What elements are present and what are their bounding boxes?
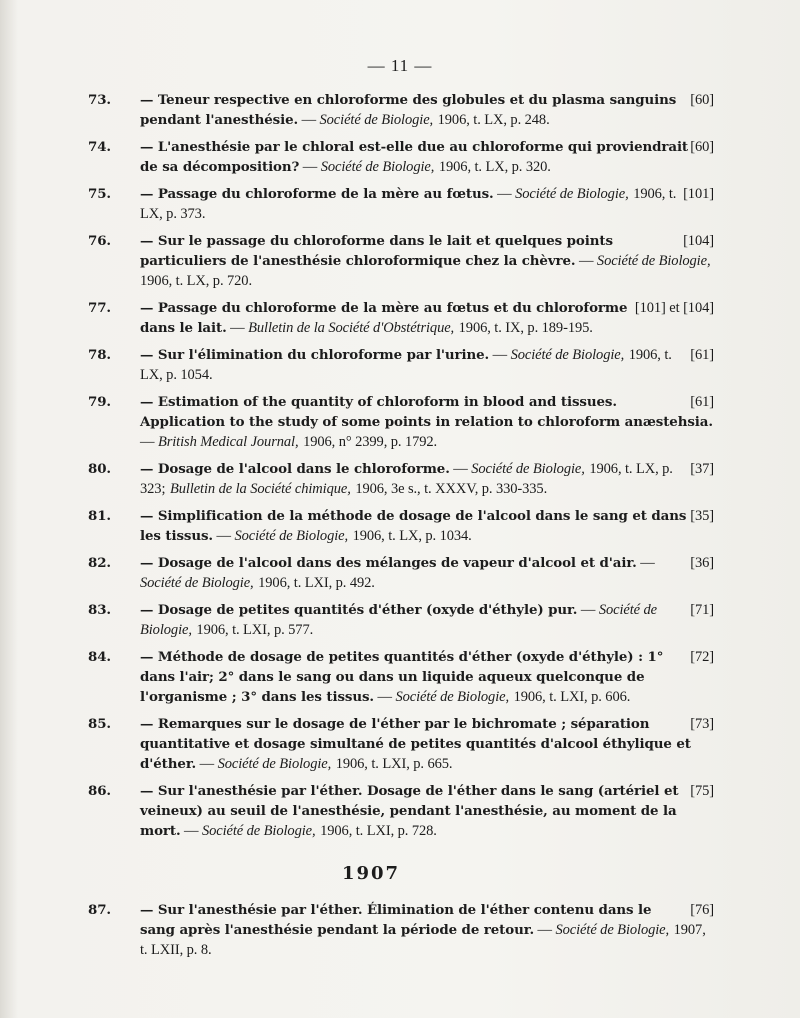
entry-reference: [71] (690, 602, 714, 618)
entry-source: Société de Biologie, (320, 159, 435, 175)
entry-dash: — (140, 555, 158, 571)
entry-separator: — (534, 922, 556, 938)
entry-separator: — (577, 602, 599, 618)
entry-source: Société de Biologie, (319, 112, 434, 128)
entry-dash: — (140, 92, 158, 108)
entry-dash: — (140, 394, 158, 410)
entry-dash: — (140, 186, 158, 202)
entry-details: 1906, t. LX, p. 320. (438, 159, 551, 175)
entry-source: British Medical Journal, (157, 434, 299, 450)
entry-reference: [36] (690, 555, 714, 571)
entry-source: Société de Biologie, (510, 347, 625, 363)
entry-number: 76. (88, 233, 111, 249)
year-heading: 1907 (341, 863, 401, 884)
bibliography-entry (88, 506, 714, 546)
entry-reference: [101] et [104] (634, 300, 714, 316)
entry-reference: [72] (690, 649, 714, 665)
entry-title: Sur l'anesthésie par l'éther. Élimination de l'éther contenu dans le sang après l'anesthésie pendant la période de retour. (140, 902, 652, 938)
entry-reference: [75] (690, 783, 714, 799)
entry-reference: [37] (690, 461, 714, 477)
entry-number: 78. (88, 347, 111, 363)
entry-title: Sur le passage du chloroforme dans le lait et quelques points particuliers de l'anesthésie chloroformique chez la chèvre. (140, 233, 613, 269)
entry-dash: — (140, 347, 158, 363)
entry-separator: — (196, 756, 218, 772)
bibliography-entry (88, 298, 714, 338)
entry-source: Société de Biologie, (140, 602, 657, 638)
entry-dash: — (140, 139, 158, 155)
entry-source: Société de Biologie, (201, 823, 316, 839)
bibliography-entry (88, 600, 714, 640)
entry-reference: [76] (690, 902, 714, 918)
entry-separator: — (493, 186, 516, 202)
entry-number: 79. (88, 394, 111, 410)
entry-dash: — (140, 902, 158, 918)
entry-number: 83. (88, 602, 111, 618)
entry-number: 74. (88, 139, 111, 155)
entry-details: 1906, t. LX, p. 1034. (352, 528, 472, 544)
entry-source: Bulletin de la Société d'Obstétrique, (248, 320, 455, 336)
entry-details: 1906, t. LX, p. 248. (437, 112, 550, 128)
entry-dash: — (140, 602, 158, 618)
entry-source: Société de Biologie, (515, 186, 629, 202)
entry-source: Société de Biologie, (395, 689, 509, 705)
entry-number: 87. (88, 902, 111, 918)
entry-number: 75. (88, 186, 111, 202)
entry-details: 1906, t. LXI, p. 606. (513, 689, 631, 705)
entry-separator: — (226, 320, 249, 336)
entry-number: 82. (88, 555, 111, 571)
entry-details: 1906, t. LXI, p. 728. (320, 823, 437, 839)
entry-reference: [60] (690, 139, 714, 155)
entry-reference: [101] (683, 186, 714, 202)
entry-details-2: 1906, 3e s., t. XXXV, p. 330-335. (355, 481, 548, 497)
entry-source-2: Bulletin de la Société chimique, (169, 481, 351, 497)
entry-title: L'anesthésie par le chloral est-elle due au chloroforme qui proviendrait de sa décomposition? (140, 139, 689, 175)
entry-details: 1906, t. LX, p. 323; (140, 461, 673, 497)
entry-source: Société de Biologie, (234, 528, 349, 544)
entry-dash: — (140, 461, 158, 477)
entry-title: Simplification de la méthode de dosage de l'alcool dans le sang et dans les tissus. (140, 508, 687, 544)
entry-reference: [61] (690, 394, 714, 410)
entry-details: 1906, n° 2399, p. 1792. (303, 434, 438, 450)
entry-dash: — (140, 649, 158, 665)
entry-details: 1907, t. LXII, p. 8. (140, 922, 706, 958)
entry-reference: [60] (690, 92, 714, 108)
entry-reference: [73] (690, 716, 714, 732)
entry-title: Dosage de l'alcool dans des mélanges de vapeur d'alcool et d'air. (157, 555, 637, 571)
entry-separator: — (213, 528, 235, 544)
entry-details: 1906, t. LX, p. 373. (140, 186, 677, 222)
entry-title: Estimation of the quantity of chloroform in blood and tissues. Application to the study of some points in relation to chloroform anæstehsia. (140, 394, 713, 430)
entry-number: 73. (88, 92, 111, 108)
entry-dash: — (140, 508, 158, 524)
entry-source: Société de Biologie, (471, 461, 585, 477)
bibliography-entry (88, 900, 714, 960)
bibliography-entry (88, 781, 714, 841)
entry-details: 1906, t. LX, p. 1054. (140, 347, 672, 383)
entry-title: Sur l'anesthésie par l'éther. Dosage de l'éther dans le sang (artériel et veineux) au seuil de l'anesthésie, pendant l'anesthésie, au moment de la mort. (140, 783, 679, 839)
bibliography-entry (88, 459, 714, 499)
entry-details: 1906, t. IX, p. 189-195. (458, 320, 593, 336)
bibliography-entry (88, 345, 714, 385)
entry-separator: — (575, 253, 597, 269)
entry-source: Société de Biologie, (217, 756, 332, 772)
entry-dash: — (140, 716, 158, 732)
entries-1906 (88, 90, 714, 841)
entry-reference: [61] (690, 347, 714, 363)
entry-title: Teneur respective en chloroforme des globules et du plasma sanguins pendant l'anesthésie. (140, 92, 677, 128)
entries-1907 (88, 900, 714, 960)
entry-number: 77. (88, 300, 111, 316)
entry-source: Société de Biologie, (596, 253, 711, 269)
entry-dash: — (140, 783, 158, 799)
bibliography-list (88, 90, 714, 967)
entry-number: 80. (88, 461, 111, 477)
bibliography-entry (88, 90, 714, 130)
entry-number: 85. (88, 716, 111, 732)
entry-number: 86. (88, 783, 111, 799)
entry-separator: — (636, 555, 655, 571)
entry-title: Remarques sur le dosage de l'éther par le bichromate ; séparation quantitative et dosage simultané de petites quantités d'alcool éthylique et d'éther. (140, 716, 691, 772)
bibliography-entry (88, 184, 714, 224)
entry-separator: — (373, 689, 396, 705)
entry-dash: — (140, 233, 158, 249)
entry-details: 1906, t. LXI, p. 492. (258, 575, 375, 591)
bibliography-entry (88, 714, 714, 774)
bibliography-entry (88, 137, 714, 177)
entry-reference: [104] (683, 233, 714, 249)
entry-details: 1906, t. LX, p. 720. (140, 273, 252, 289)
entry-source: Société de Biologie, (140, 575, 254, 591)
entry-separator: — (298, 112, 320, 128)
entry-separator: — (489, 347, 511, 363)
entry-title: Passage du chloroforme de la mère au fœtus et du chloroforme dans le lait. (140, 300, 628, 336)
page-number: — 11 — (367, 56, 433, 75)
entry-details: 1906, t. LXI, p. 577. (196, 622, 314, 638)
entry-dash: — (140, 300, 158, 316)
entry-separator: — (449, 461, 472, 477)
entry-title: Dosage de l'alcool dans le chloroforme. (157, 461, 450, 477)
bibliography-entry (88, 647, 714, 707)
entry-source: Société de Biologie, (555, 922, 670, 938)
bibliography-entry (88, 553, 714, 593)
entry-separator: — (299, 159, 321, 175)
entry-title: Méthode de dosage de petites quantités d'éther (oxyde d'éthyle) : 1° dans l'air; 2° dans le sang ou dans un liquide aqueux quelconque de l'organisme ; 3° dans les tissus. (140, 649, 664, 705)
entry-number: 81. (88, 508, 111, 524)
entry-title: Sur l'élimination du chloroforme par l'urine. (157, 347, 490, 363)
entry-separator: — (140, 434, 158, 450)
entry-reference: [35] (690, 508, 714, 524)
entry-number: 84. (88, 649, 111, 665)
bibliography-entry (88, 231, 714, 291)
entry-title: Dosage de petites quantités d'éther (oxyde d'éthyle) pur. (157, 602, 578, 618)
entry-details: 1906, t. LXI, p. 665. (335, 756, 453, 772)
entry-title: Passage du chloroforme de la mère au fœtus. (157, 186, 494, 202)
entry-separator: — (180, 823, 202, 839)
bibliography-entry (88, 392, 714, 452)
